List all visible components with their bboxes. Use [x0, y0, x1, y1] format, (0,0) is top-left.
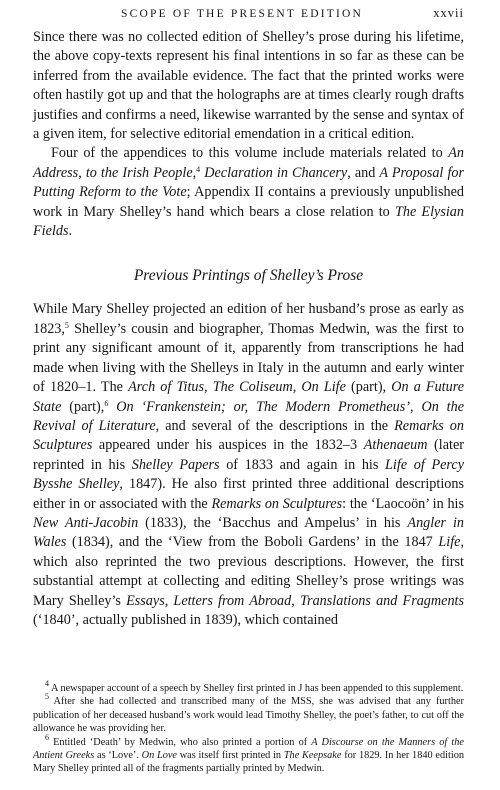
footnote-ref-5: 5 — [64, 320, 69, 330]
paragraph-copy-texts: Since there was no collected edition of Shelley’s prose during his lifetime, the above copy-texts represent his final intentions in so far as these can be inferred from the available evidence. The fact that the printed works were often hastily got up and that the holographs are at times clearly rough drafts justifies and confirms a need, likewise warranted by the sense and syntax of a given item, for selective editorial emendation in a critical edition. — [33, 29, 464, 143]
footnote-6: $^6$ Entitled ‘Death’ by Medwin, who also printed a portion of A Discourse on the Manners of the Antient Greeks as ‘Love’. On Love was itself first printed in The Keepsake for 1829. In her 1840 edition Mary Shelley printed all of the fragments partially printed by Medwin. — [33, 732, 464, 775]
paragraph-previous-printings: While Mary Shelley projected an edition of her husband’s prose as early as 1823,$^5$ Shelley’s cousin and biographer, Thomas Medwin, was the first to print any significant amount of it, apparently from transcriptions he had made when living with the Shelleys in Italy in the autumn and early winter of 1820–1. The Arch of Titus, The Coliseum, On Life (part), On a Future State (part),$^6$ On ‘Frankenstein; or, The Modern Prometheus’, On the Revival of Literature, and several of the descriptions in the Remarks on Sculptures appeared under his auspices in the 1832–3 Athenaeum (later reprinted in his Shelley Papers of 1833 and again in his Life of Percy Bysshe Shelley, 1847). He also first printed three additional descriptions either in or associated with the Remarks on Sculptures: the ‘Laocoön’ in his New Anti-Jacobin (1833), the ‘Bacchus and Ampelus’ in his Angler in Wales (1834), and the ‘View from the Boboli Gardens’ in the 1847 Life, which also reprinted the two previous descriptions. However, the first substantial attempt at collecting and editing Shelley’s prose writings was Mary Shelley’s Essays, Letters from Abroad, Translations and Fragments (‘1840’, actually published in 1839), which contained — [33, 301, 465, 628]
running-head — [33, 0, 464, 28]
running-title: SCOPE OF THE PRESENT EDITION — [121, 8, 363, 20]
paragraph-appendices: Four of the appendices to this volume include materials related to An Address, to the Irish People,$^4$ Declaration in Chancery, and A Proposal for Putting Reform to the Vote; Appendix II contains a previously unpublished work in Mary Shelley’s hand which bears a close relation to The Elysian Fields. — [33, 145, 465, 240]
footnote-4: $^4$ A newspaper account of a speech by Shelley first printed in J has been appended to this supplement. — [45, 679, 464, 694]
section-heading: Previous Printings of Shelley’s Prose — [133, 267, 364, 285]
page-number: xxvii — [433, 6, 464, 20]
footnote-ref-4: 4 — [196, 164, 201, 174]
footnote-5: $^5$ After she had collected and transcribed many of the MSS, she was advised that any further publication of her deceased husband’s work would lead Timothy Shelley, the poet’s father, to cut off the allowance he was providing her. — [33, 692, 464, 735]
footnote-ref-6: 6 — [104, 398, 109, 408]
footnotes — [33, 679, 464, 776]
